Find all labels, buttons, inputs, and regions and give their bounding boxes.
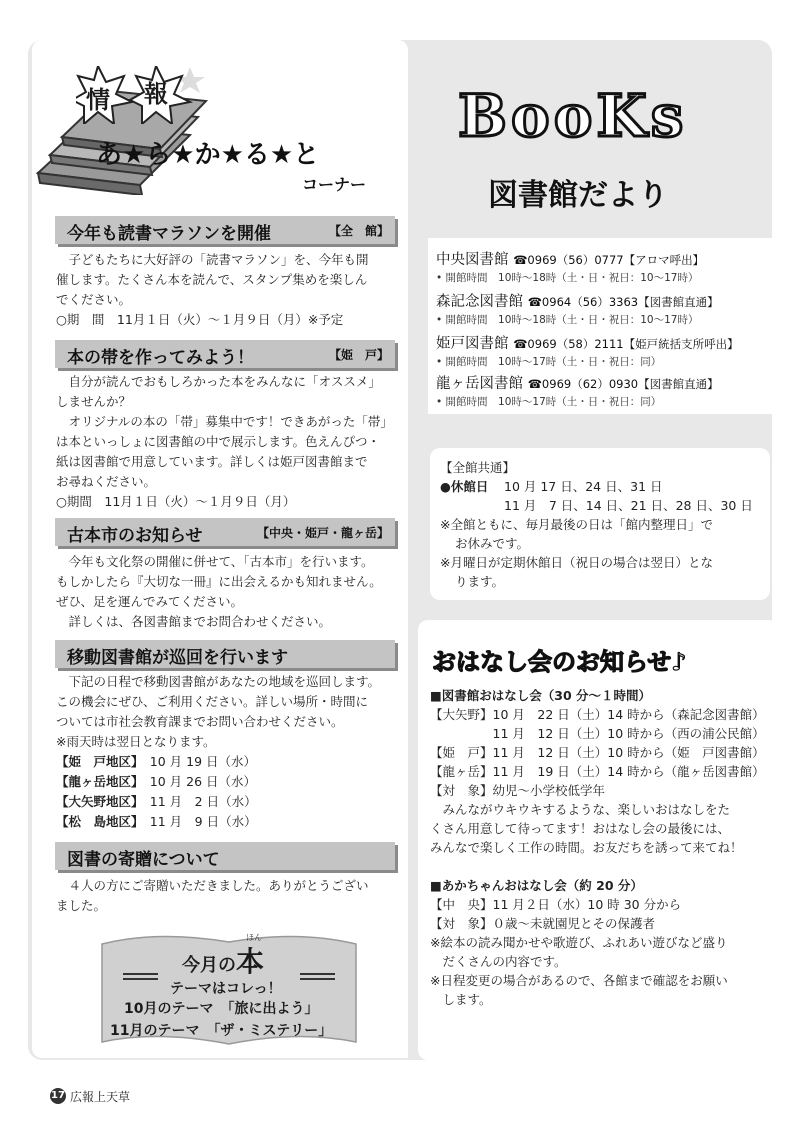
mobile-area-3: 【大矢野地区】 [56, 794, 138, 809]
furuhon-line-2: もしかしたら『大切な一冊』に出会えるかも知れません。 [56, 574, 382, 589]
monthly-theme-nov: 11月のテーマ 「ザ・ミステリー」 [110, 1023, 333, 1039]
library-item [436, 372, 766, 409]
donation-section-header [55, 842, 395, 870]
ohanashi-baby-head: ■あかちゃんおはなし会（約 20 分） [430, 878, 643, 893]
mobile-date-2: 10 月 26 日（水） [149, 774, 257, 789]
library-name: 中央図書館 [436, 252, 509, 268]
ohanashi-lib-row-3: 【姫 戸】11 月 12 日（土）10 時から（姫 戸図書館） [430, 745, 765, 760]
corner-title: あ★ら★か★る★と [96, 140, 320, 170]
ohanashi-baby-row-2: 【対 象】０歳～未就園児とその保護者 [430, 916, 656, 931]
mobile-date-4: 11 月 9 日（水） [149, 814, 257, 829]
badge-char-2: 報 [144, 80, 168, 108]
library-tel: ☎0969（62）0930【図書館直通】 [527, 377, 719, 391]
closed-nov: 11 月 7 日、14 日、21 日、28 日、30 日 [504, 498, 753, 513]
mobile-line-1: 下記の日程で移動図書館があなたの地域を巡回します。 [68, 674, 381, 689]
furuhon-title: 古本市のお知らせ [67, 526, 203, 546]
obi-tag: 【姫 戸】 [328, 348, 389, 362]
mobile-area-1: 【姫 戸地区】 [56, 754, 138, 769]
mobile-section-header [55, 640, 395, 668]
ohanashi-lib-row-1: 【大矢野】10 月 22 日（土）14 時から（森記念図書館） [430, 707, 765, 722]
closed-head: 【全館共通】 [440, 460, 516, 475]
library-tel: ☎0969（56）0777【アロマ呼出】 [513, 253, 705, 267]
furuhon-line-1: 今年も文化祭の開催に併せて、「古本市」を行います。 [68, 554, 374, 569]
page-number-badge [50, 1088, 66, 1104]
closed-note-2a: ※月曜日が定期休館日（祝日の場合は翌日）とな [440, 555, 713, 570]
ohanashi-baby-row-6: します。 [430, 992, 492, 1007]
ohanashi-body [430, 686, 765, 1009]
closed-note-1b: お休みです。 [455, 536, 530, 551]
obi-period: ○期間 11月１日（火）～１月９日（月） [56, 494, 296, 509]
info-badge [76, 66, 194, 124]
closed-label: ●休館日 [440, 479, 489, 494]
library-item [436, 332, 766, 369]
furuhon-body [56, 552, 396, 632]
library-name-row [436, 372, 766, 393]
closed-oct: 10 月 17 日、24 日、31 日 [504, 479, 663, 494]
closed-note-2b: ります。 [455, 574, 505, 589]
library-hours: • 開館時間 10時～17時（土・日・祝日：同） [436, 356, 662, 368]
closed-row-oct [440, 477, 770, 496]
marathon-period: ○期 間 11月１日（火）～１月９日（月）※予定 [56, 312, 344, 327]
mobile-date-1: 10 月 19 日（水） [149, 754, 257, 769]
mobile-schedule-row [56, 812, 396, 832]
marathon-tag: 【全 館】 [328, 224, 389, 238]
furuhon-line-3: ぜひ、足を運んでみてください。 [56, 594, 244, 609]
mobile-area-2: 【龍ヶ岳地区】 [56, 774, 138, 789]
obi-section-header [55, 340, 395, 368]
mobile-line-4: ※雨天時は翌日となります。 [56, 734, 216, 749]
books-title: BooKs [458, 82, 688, 150]
library-hours: • 開館時間 10時～17時（土・日・祝日：同） [436, 396, 662, 408]
page-number: 17 [51, 1090, 65, 1101]
mobile-schedule-row [56, 772, 396, 792]
library-name-row [436, 290, 766, 311]
obi-line-3: オリジナルの本の「帯」募集中です！できあがった「帯」 [68, 414, 393, 429]
library-hours: • 開館時間 10時～18時（土・日・祝日：10～17時） [436, 314, 699, 326]
obi-body [56, 372, 396, 512]
badge-char-1: 情 [86, 86, 110, 114]
marathon-section-header [55, 216, 395, 244]
ohanashi-baby-row-3: ※絵本の読み聞かせや歌遊び、ふれあい遊びなど盛り [430, 935, 728, 950]
obi-line-5: 紙は図書館で用意しています。詳しくは姫戸図書館まで [56, 454, 368, 469]
library-tel: ☎0964（56）3363【図書館直通】 [527, 295, 719, 309]
library-name-row [436, 248, 766, 269]
ohanashi-baby-row-1: 【中 央】11 月２日（水）10 時 30 分から [430, 897, 682, 912]
ohanashi-desc-2: くさん用意して待ってます！おはなし会の最後には、 [430, 821, 731, 836]
mobile-body [56, 672, 396, 832]
marathon-line-1: 子どもたちに大好評の「読書マラソン」を、今年も開 [68, 252, 369, 267]
ohanashi-lib-row-5: 【対 象】幼児～小学校低学年 [430, 783, 606, 798]
mobile-title: 移動図書館が巡回を行います [67, 648, 288, 668]
ohanashi-title: おはなし会のお知らせ♪ [432, 648, 687, 676]
mobile-line-2: この機会にぜひ、ご利用ください。詳しい場所・時間に [56, 694, 369, 709]
obi-line-6: お尋ねください。 [56, 474, 157, 489]
monthly-theme-oct: 10月のテーマ 「旅に出よう」 [124, 1001, 319, 1017]
monthly-theme-head: テーマはコレっ！ [170, 981, 282, 997]
monthly-book-title-big: 本 [236, 945, 265, 978]
donation-line-1: ４人の方にご寄贈いただきました。ありがとうござい [68, 878, 369, 893]
donation-title: 図書の寄贈について [67, 850, 220, 870]
ohanashi-baby-row-5: ※日程変更の場合があるので、各館まで確認をお願い [430, 973, 728, 988]
ohanashi-lib-head: ■図書館おはなし会（30 分～１時間） [430, 688, 652, 703]
closed-note-1a: ※全館ともに、毎月最後の日は「館内整理日」で [440, 517, 713, 532]
obi-line-1: 自分が読んでおもしろかった本をみんなに「オススメ」 [68, 374, 381, 389]
obi-line-2: しませんか？ [56, 394, 132, 409]
furuhon-tag: 【中央・姫戸・龍ヶ岳】 [256, 526, 389, 540]
donation-body [56, 876, 396, 916]
ohanashi-baby-row-4: だくさんの内容です。 [430, 954, 567, 969]
mobile-schedule-row [56, 792, 396, 812]
library-item [436, 290, 766, 327]
books-subtitle: 図書館だより [488, 178, 668, 213]
donation-line-2: ました。 [56, 898, 107, 913]
mobile-area-4: 【松 島地区】 [56, 814, 138, 829]
ohanashi-lib-row-4: 【龍ヶ岳】11 月 19 日（土）14 時から（龍ヶ岳図書館） [430, 764, 765, 779]
closed-days-info [440, 458, 770, 591]
ohanashi-desc-1: みんながウキウキするような、楽しいおはなしをた [442, 802, 731, 817]
ohanashi-desc-3: みんなで楽しく工作の時間。お友だちを誘って来てね！ [430, 840, 743, 855]
library-item [436, 248, 766, 285]
publication-name: 広報上天草 [70, 1090, 131, 1104]
library-name: 森記念図書館 [436, 294, 523, 310]
ohanashi-spacer [430, 857, 760, 876]
marathon-title: 今年も読書マラソンを開催 [67, 224, 271, 244]
library-name: 姫戸図書館 [436, 336, 509, 352]
library-name: 龍ヶ岳図書館 [436, 376, 523, 392]
marathon-line-3: でください。 [56, 292, 132, 307]
corner-subtitle: コーナー [302, 175, 367, 194]
obi-title: 本の帯を作ってみよう！ [67, 348, 254, 368]
mobile-date-3: 11 月 2 日（水） [149, 794, 257, 809]
library-hours: • 開館時間 10時～18時（土・日・祝日：10～17時） [436, 272, 699, 284]
marathon-line-2: 催します。たくさん本を読んで、スタンプ集めを楽しん [56, 272, 368, 287]
mobile-schedule-row [56, 752, 396, 772]
marathon-body [56, 250, 396, 330]
mobile-line-3: ついては市社会教育課までお問い合わせください。 [56, 714, 344, 729]
closed-row-nov [440, 496, 770, 515]
monthly-book-ruby: ほん [246, 933, 262, 942]
ohanashi-lib-row-2: 11 月 12 日（土）10 時から（西の浦公民館） [430, 726, 765, 741]
furuhon-section-header [55, 518, 395, 546]
library-tel: ☎0969（58）2111【姫戸統括支所呼出】 [513, 337, 739, 351]
monthly-book-title-pre: 今月の [182, 955, 236, 976]
furuhon-line-4: 詳しくは、各図書館までお問合わせください。 [68, 614, 332, 629]
monthly-book-title [182, 940, 264, 980]
library-name-row [436, 332, 766, 353]
obi-line-4: は本といっしょに図書館の中で展示します。色えんぴつ・ [56, 434, 381, 449]
